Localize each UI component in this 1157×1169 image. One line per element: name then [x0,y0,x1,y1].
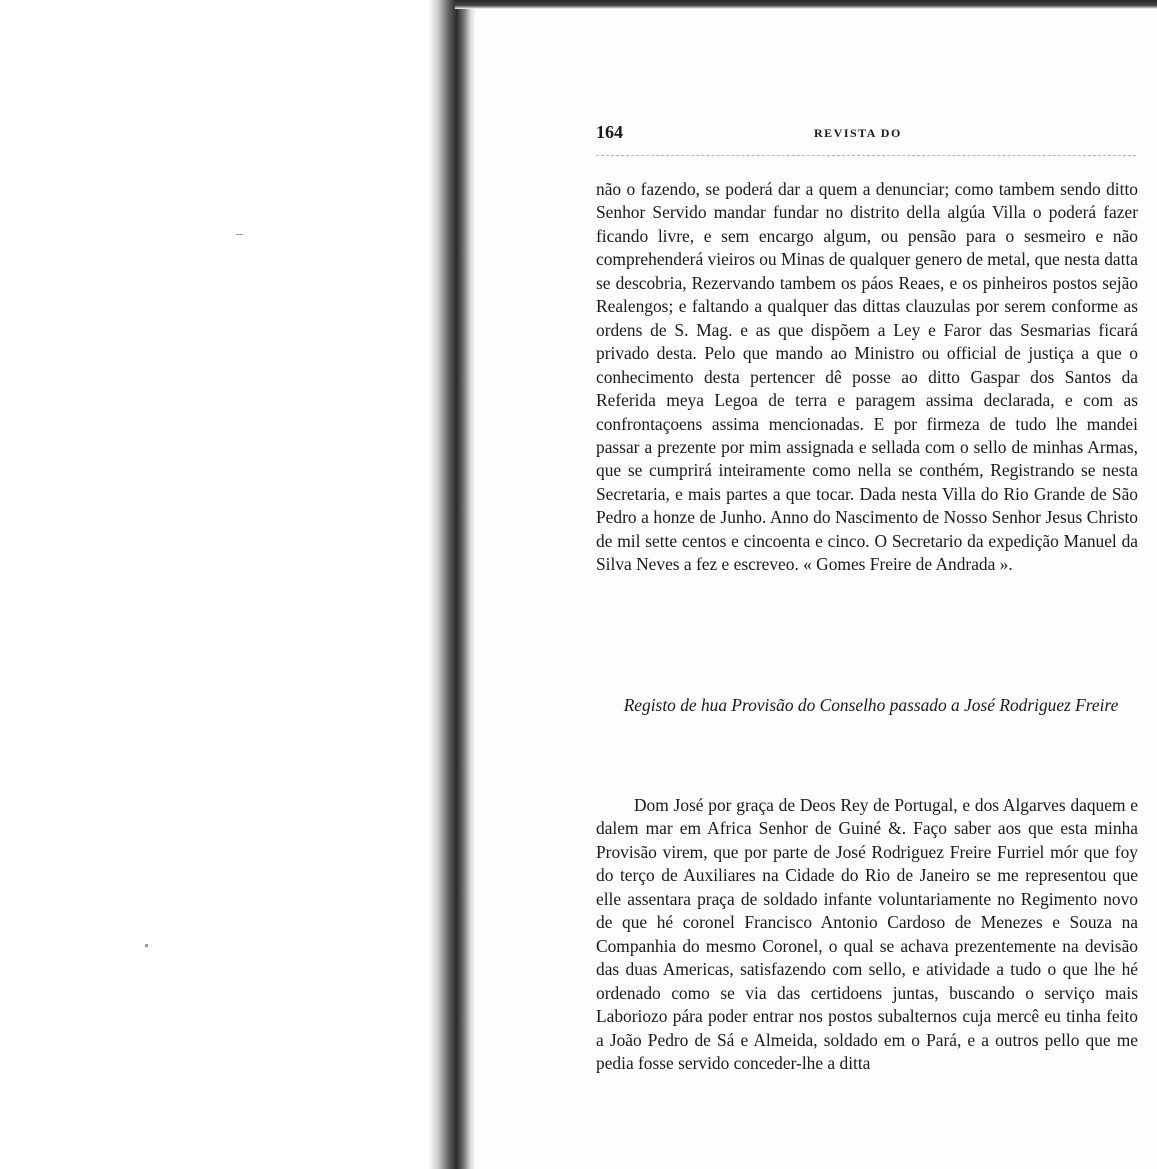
page-top-edge [455,0,1157,9]
facing-page-blank [0,0,430,1169]
journal-title: REVISTA DO [814,126,902,140]
header-divider [596,155,1136,156]
book-spine-shadow [428,0,476,1169]
body-paragraph-1: não o fazendo, se poderá dar a quem a denunciar; como tambem sendo ditto Senhor Servido mandar fundar no distrito della algúa Villa o poderá fazer ficando livre, e sem encargo algum, ou pensão para o sesmeiro e não comprehenderá vieiros ou Minas de qualquer genero de metal, que nesta datta se descobria, Rezervando tambem os páos Reaes, e os pinheiros postos sejão Realengos; e faltando a qualquer das dittas clauzulas por serem conforme as ordens de S. Mag. e as que dispõem a Ley e Faror das Sesmarias ficará privado desta. Pelo que mando ao Ministro ou official de justiça a que o conhecimento desta pertencer dê posse ao ditto Gaspar dos Santos da Referida meya Legoa de terra e paragem assima declarada, e com as confrontaçoens assima mencionadas. E por firmeza de tudo lhe mandei passar a prezente por mim assignada e sellada com o sello de minhas Armas, que se cumprirá inteiramente como nella se conthém, Registrando se nesta Secretaria, e mais partes a que tocar. Dada nesta Villa do Rio Grande de São Pedro a honze de Junho. Anno do Nascimento de Nosso Senhor Jesus Christo de mil sette centos e cincoenta e cinco. O Secretario da expedição Manuel da Silva Neves a fez e escreveo. « Gomes Freire de Andrada ». [596,179,1138,575]
page-number: 164 [596,122,623,142]
scan-speck [145,944,148,947]
running-head [596,122,1136,148]
body-paragraph-2: Dom José por graça de Deos Rey de Portugal, e dos Algarves daquem e dalem mar em Africa Senhor de Guiné &. Faço saber aos que esta minha Provisão virem, que por parte de José Rodriguez Freire Furriel mór que foy do terço de Auxiliares na Cidade do Rio de Janeiro se me representou que elle assentara praça de soldado infante voluntariamente no Regimento novo de que hé coronel Francisco Antonio Cardoso de Menezes e Souza na Companhia do mesmo Coronel, o qual se achava prezentemente na devisão das duas Americas, satisfazendo com sello, e atividade a tudo o que lhe hé ordenado como se via das certidoens juntas, buscando o serviço mais Laboriozo pára poder entrar nos postos subalternos cuja mercê eu tinha feito a João Pedro de Sá e Almeida, soldado em o Pará, e a outros pello que me pedia fosse servido conceder-lhe a ditta [596,795,1138,1073]
scan-speck [236,234,243,235]
section-heading: Registo de hua Provisão do Conselho passado a José Rodriguez Freire [623,695,1119,715]
